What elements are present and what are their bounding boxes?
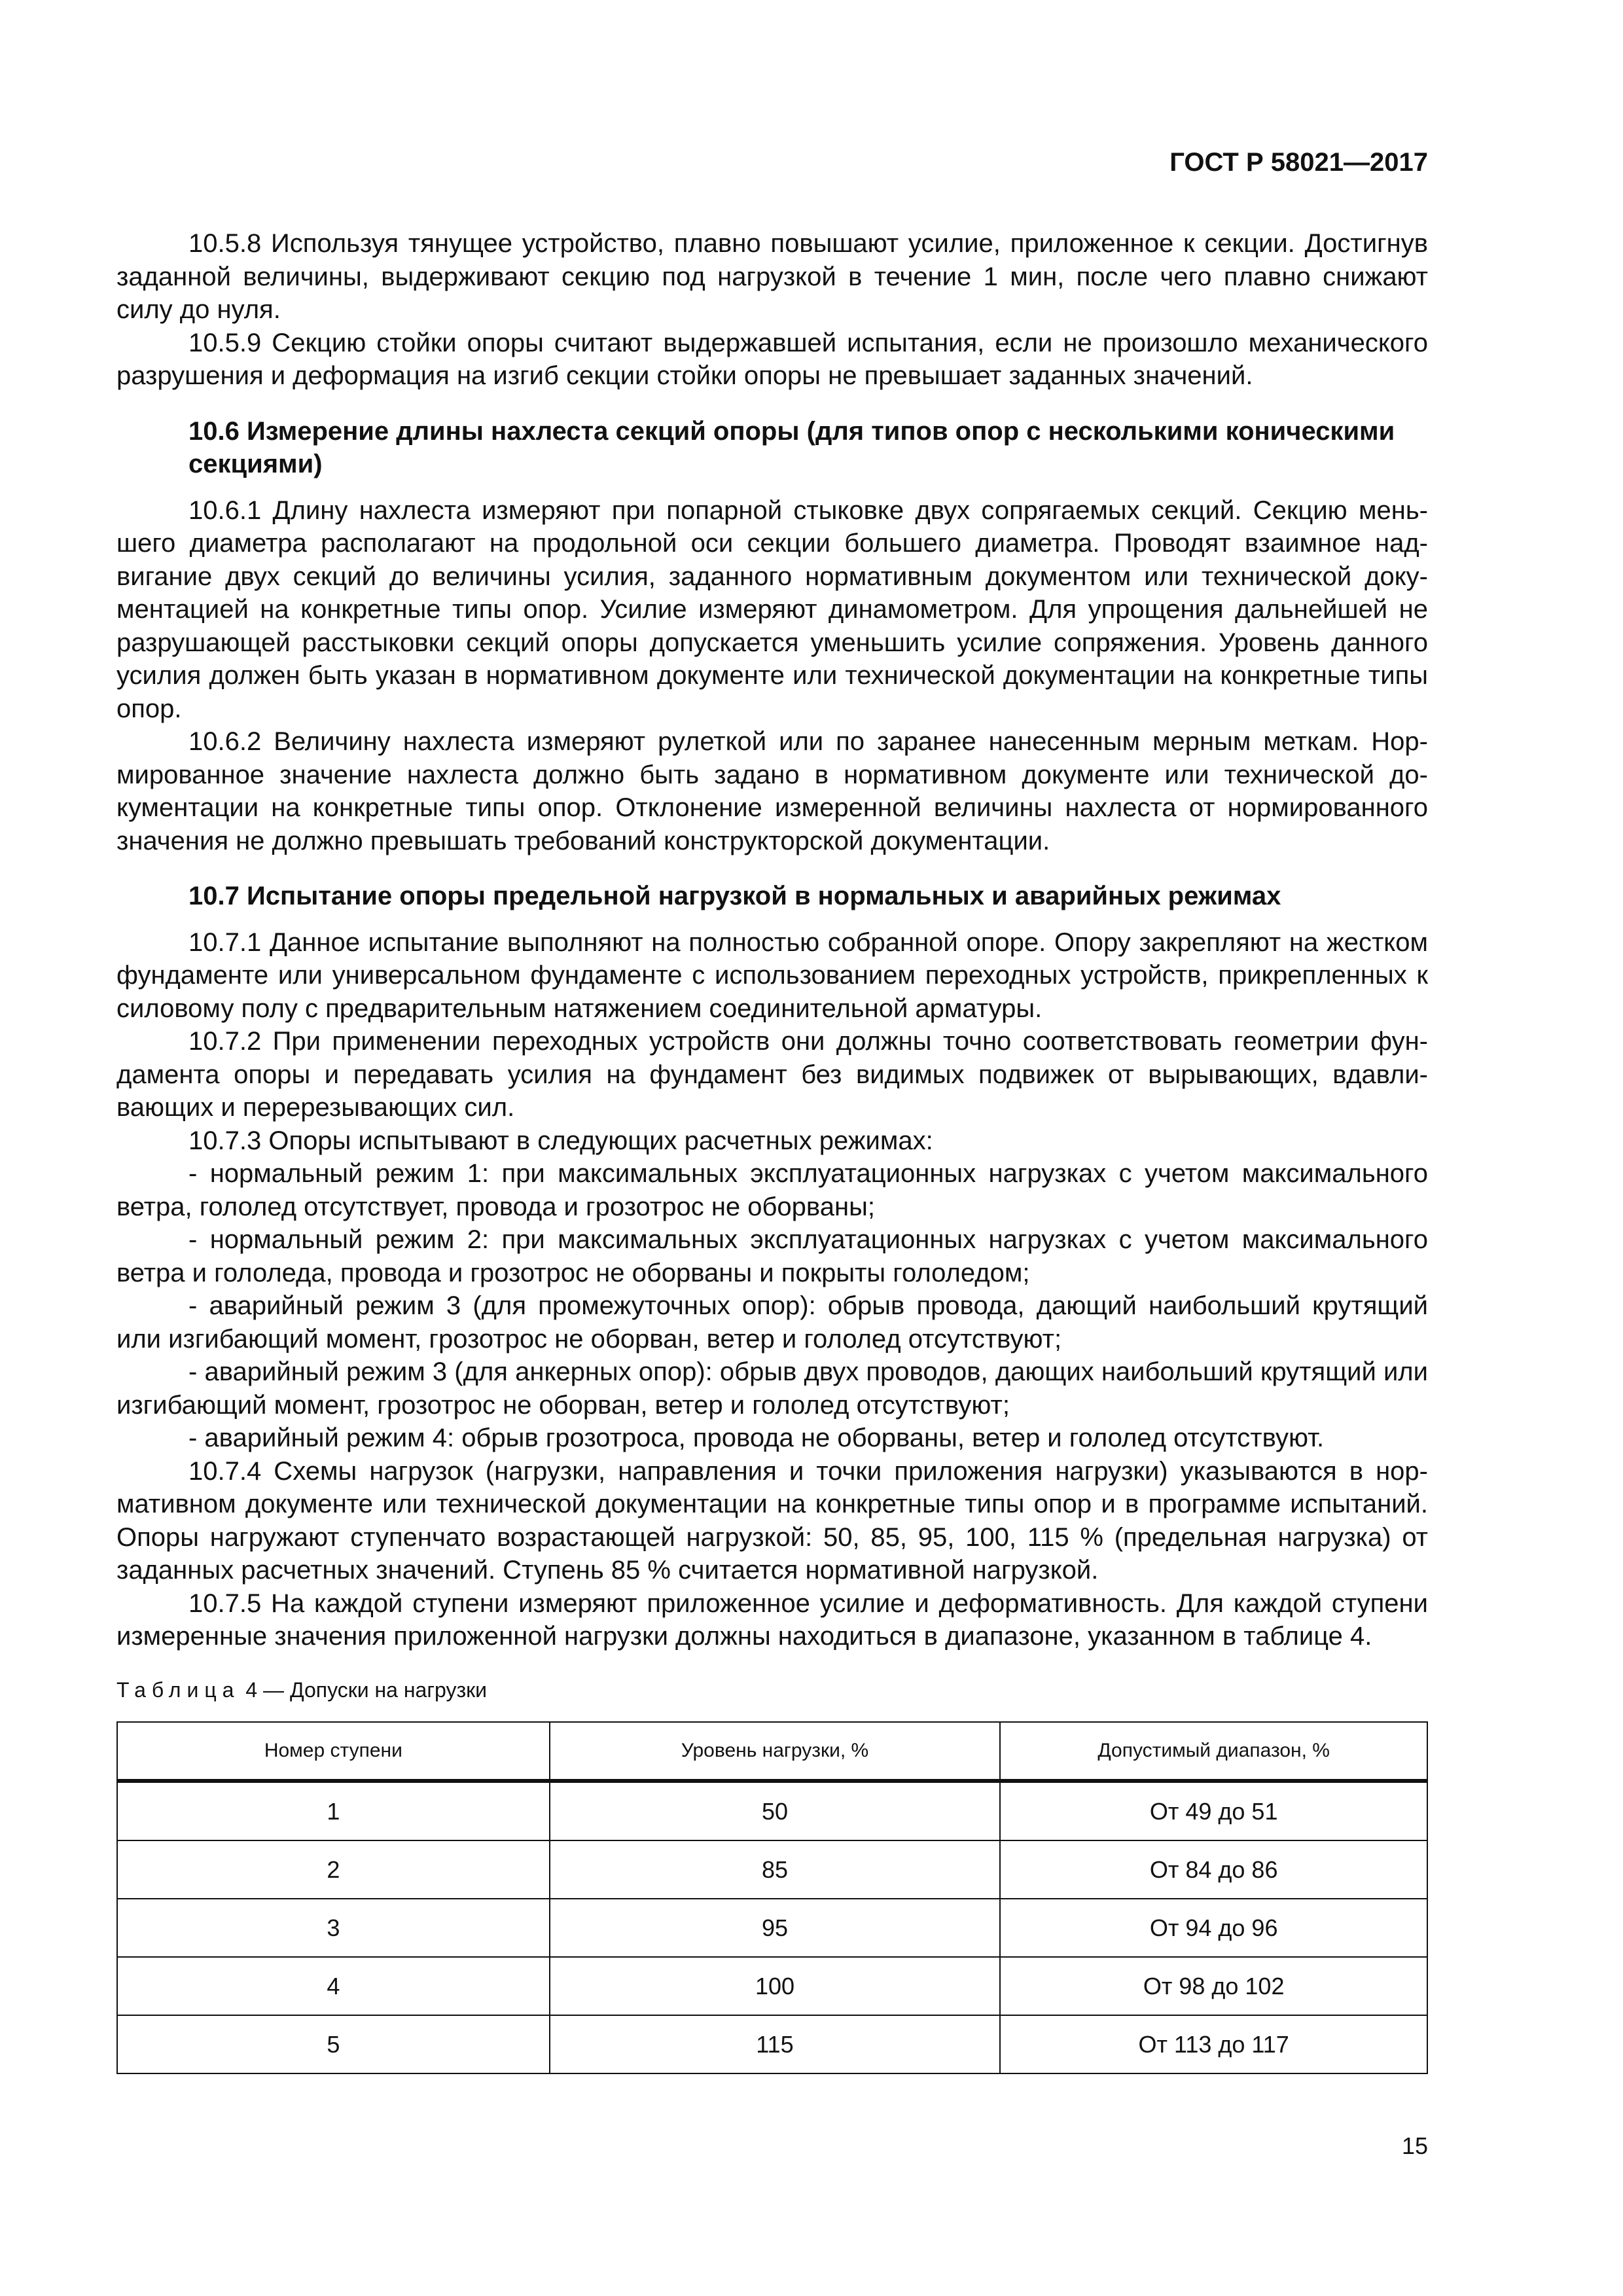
table-cell: 3 xyxy=(117,1899,550,1957)
table-cell: 85 xyxy=(550,1840,1001,1899)
table-row xyxy=(117,1899,1427,1957)
table-cell: От 84 до 86 xyxy=(1000,1840,1427,1899)
table-caption-title: 4 — Допуски на нагрузки xyxy=(245,1678,487,1702)
section-heading-10-7: 10.7 Испытание опоры предельной нагрузкой в нормальных и аварийных режимах xyxy=(188,882,1281,910)
table-cell: 1 xyxy=(117,1781,550,1840)
paragraph-10-6-2: 10.6.2 Величину нахлеста измеряют рулеткой или по заранее нанесенным мерным меткам. Нормированное значение нахлеста должно быть задано в нормативном документе или технической документации на конкретные типы опор. Отклонение измеренной величины нахлеста от нормированного значения не должно превышать требований конструкторской документации. xyxy=(116,727,1428,855)
body-text xyxy=(116,227,1428,1653)
mode-item-2: - нормальный режим 2: при максимальных эксплуатационных нагрузках с учетом максимального ветра и гололеда, провода и грозотрос не оборваны и покрыты гололедом; xyxy=(116,1225,1428,1287)
table-cell: От 49 до 51 xyxy=(1000,1781,1427,1840)
table-cell: 2 xyxy=(117,1840,550,1899)
mode-item-3a: - аварийный режим 3 (для промежуточных опор): обрыв провода, дающий наибольший крутящий или изгибающий момент, грозотрос не оборван, ветер и гололед отсутствуют; xyxy=(116,1291,1428,1354)
table-cell: 50 xyxy=(550,1781,1001,1840)
section-heading-10-6: 10.6 Измерение длины нахлеста секций опоры (для типов опор с несколькими коническими секциями) xyxy=(188,416,1395,478)
table-cell: 4 xyxy=(117,1957,550,2015)
paragraph-10-5-8: 10.5.8 Используя тянущее устройство, плавно повышают усилие, приложенное к секции. Достигнув заданной величины, выдерживают секцию под нагрузкой в течение 1 мин, после чего плавно снижают силу до нуля. xyxy=(116,229,1428,324)
paragraph-10-7-5: 10.7.5 На каждой ступени измеряют приложенное усилие и деформативность. Для каждой ступени измеренные значения приложенной нагрузки должны находиться в диапазоне, указанном в таблице 4. xyxy=(116,1588,1428,1651)
paragraph-10-5-9: 10.5.9 Секцию стойки опоры считают выдержавшей испытания, если не произошло механического разрушения и деформация на изгиб секции стойки опоры не превышает заданных значений. xyxy=(116,328,1428,390)
mode-item-4: - аварийный режим 4: обрыв грозотроса, провода не оборваны, ветер и гололед отсутствуют. xyxy=(188,1424,1325,1452)
column-header-range: Допустимый диапазон, % xyxy=(1000,1722,1427,1781)
column-header-step: Номер ступени xyxy=(117,1722,550,1781)
column-header-load-level: Уровень нагрузки, % xyxy=(550,1722,1001,1781)
table-cell: 115 xyxy=(550,2015,1001,2073)
table-header-row xyxy=(117,1722,1427,1781)
table-cell: 100 xyxy=(550,1957,1001,2015)
table-row xyxy=(117,1840,1427,1899)
table-cell: От 98 до 102 xyxy=(1000,1957,1427,2015)
table-row xyxy=(117,1957,1427,2015)
document-page xyxy=(116,0,1428,2296)
table-row xyxy=(117,2015,1427,2073)
table-cell: 95 xyxy=(550,1899,1001,1957)
table-cell: 5 xyxy=(117,2015,550,2073)
mode-item-3b: - аварийный режим 3 (для анкерных опор): обрыв двух проводов, дающих наибольший крутящий или изгибающий момент, грозотрос не оборван, ветер и гололед отсутствуют; xyxy=(116,1357,1428,1420)
mode-item-1: - нормальный режим 1: при максимальных эксплуатационных нагрузках с учетом максимального ветра, гололед отсутствует, провода и грозотрос не оборваны; xyxy=(116,1159,1428,1221)
paragraph-10-7-3: 10.7.3 Опоры испытывают в следующих расчетных режимах: xyxy=(188,1126,933,1155)
table-caption-label: Таблица xyxy=(116,1678,240,1702)
paragraph-10-7-2: 10.7.2 При применении переходных устройств они должны точно соответствовать геометрии фундамента опоры и передавать усилия на фундамент без видимых подвижек от вырывающих, вдавливающих и перерезывающих сил. xyxy=(116,1027,1428,1122)
standard-code: ГОСТ Р 58021—2017 xyxy=(1169,148,1428,177)
table-cell: От 113 до 117 xyxy=(1000,2015,1427,2073)
table-row xyxy=(117,1781,1427,1840)
paragraph-10-6-1: 10.6.1 Длину нахлеста измеряют при попарной стыковке двух сопрягаемых секций. Секцию меньшего диаметра располагают на продольной оси секции большего диаметра. Проводят взаимное надвигание двух секций до величины усилия, заданного нормативным документом или технической документацией на конкретные типы опор. Усилие измеряют динамометром. Для упрощения дальнейшей не разрушающей расстыковки секций опоры допускается уменьшить усилие сопряжения. Уровень данного усилия должен быть указан в нормативном документе или технической документации на конкретные типы опор. xyxy=(116,495,1428,723)
paragraph-10-7-1: 10.7.1 Данное испытание выполняют на полностью собранной опоре. Опору закрепляют на жестком фундаменте или универсальном фундаменте с использованием переходных устройств, прикрепленных к силовому полу с предварительным натяжением соединительной арматуры. xyxy=(116,927,1428,1023)
page-number: 15 xyxy=(1401,2132,1428,2159)
table-cell: От 94 до 96 xyxy=(1000,1899,1427,1957)
table-caption xyxy=(116,1677,487,1703)
paragraph-10-7-4: 10.7.4 Схемы нагрузок (нагрузки, направления и точки приложения нагрузки) указываются в нормативном документе или технической документации на конкретные типы опор и в программе испытаний. Опоры нагружают ступенчато возрастающей нагрузкой: 50, 85, 95, 100, 115 % (предельная нагрузка) от заданных расчетных значений. Ступень 85 % считается нормативной нагрузкой. xyxy=(116,1456,1428,1585)
load-tolerance-table xyxy=(116,1721,1428,2074)
